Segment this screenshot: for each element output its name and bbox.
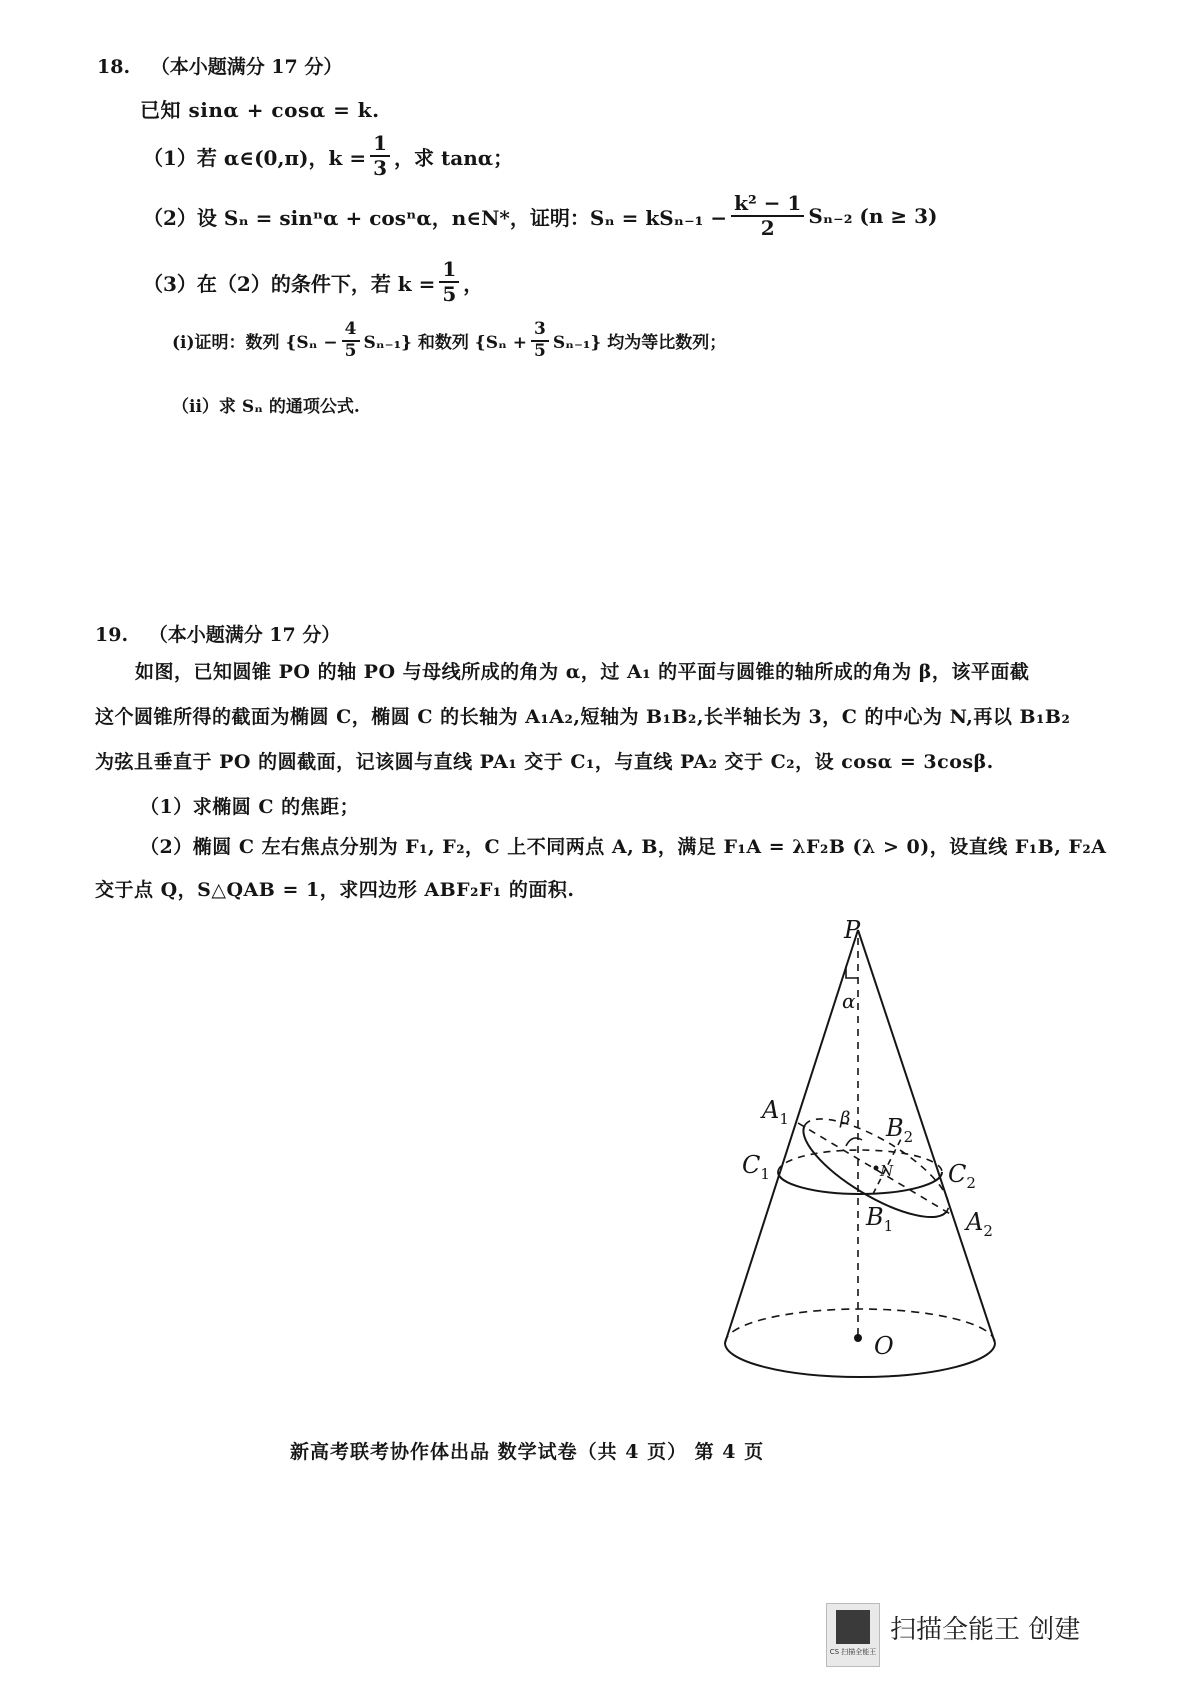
label-P: P	[844, 916, 861, 944]
label-C1	[742, 1151, 770, 1183]
q19-part2-line1: （2）椭圆 C 左右焦点分别为 F₁, F₂，C 上不同两点 A, B，满足 F₁A = λF₂B (λ > 0)，设直线 F₁B, F₂A	[140, 836, 1107, 858]
q18-header	[97, 52, 342, 79]
q19-part2-line2: 交于点 Q，S△QAB = 1，求四边形 ABF₂F₁ 的面积.	[95, 879, 575, 901]
q18-part2-prefix: （2）设 Sₙ = sinⁿα + cosⁿα，n∈N*，证明：Sₙ = kSₙ₋₁ −	[143, 205, 728, 230]
q19-line1: 如图，已知圆锥 PO 的轴 PO 与母线所成的角为 α，过 A₁ 的平面与圆锥的轴所成的角为 β，该平面截	[135, 661, 1030, 683]
q18-given: 已知 sinα + cosα = k.	[140, 98, 380, 122]
label-A2-sub: 2	[983, 1222, 993, 1240]
q18-part3-i	[172, 320, 726, 361]
q18-part3i-mid: Sₙ₋₁} 和数列 {Sₙ +	[363, 333, 527, 354]
label-alpha: α	[842, 989, 856, 1013]
q18-part3i-fraction-2	[531, 320, 549, 361]
q18-part3-fraction	[439, 258, 459, 306]
ellipse-back-arc	[805, 1101, 962, 1210]
q18-part3i-frac1-num: 4	[342, 320, 360, 342]
q18-part3-ii: （ii）求 Sₙ 的通项公式.	[172, 397, 360, 417]
q18-part3i-suffix: Sₙ₋₁} 均为等比数列；	[552, 333, 727, 354]
q18-part3i-prefix: (i)证明：数列 {Sₙ −	[172, 333, 338, 354]
label-B2-sub: 2	[903, 1128, 914, 1146]
label-C2	[948, 1160, 976, 1192]
q18-part3	[143, 258, 483, 306]
q18-part1-fraction	[370, 132, 390, 180]
q18-number: 18.	[97, 56, 131, 78]
q18-part1-prefix: （1）若 α∈(0,π)，k =	[143, 145, 367, 170]
label-N: N	[880, 1162, 894, 1180]
q18-part3-suffix: ，	[463, 271, 484, 296]
q18-part3i-frac2-num: 3	[531, 320, 549, 342]
label-B2	[885, 1114, 913, 1146]
q18-part2-fraction	[731, 192, 804, 240]
q18-part2-frac-den: 2	[760, 216, 775, 240]
label-C1-sub: 1	[760, 1165, 770, 1183]
q19-line3: 为弦且垂直于 PO 的圆截面，记该圆与直线 PA₁ 交于 C₁，与直线 PA₂ 交于 C₂，设 cosα = 3cosβ.	[95, 751, 994, 773]
beta-angle-mark	[846, 1138, 862, 1146]
point-N	[874, 1166, 879, 1171]
q18-part3-frac-den: 5	[442, 282, 457, 306]
qr-code-icon	[836, 1610, 870, 1644]
q18-part3i-fraction-1	[342, 320, 360, 361]
q18-part3-prefix: （3）在（2）的条件下，若 k =	[143, 271, 436, 296]
label-beta: β	[840, 1108, 851, 1129]
label-B1	[865, 1203, 893, 1235]
scanner-logo-text: CS 扫描全能王	[829, 1648, 877, 1656]
q19-number: 19.	[95, 624, 129, 646]
label-A2-main: A	[966, 1208, 984, 1236]
q18-part2	[143, 192, 938, 240]
q18-part2-suffix: Sₙ₋₂ (n ≥ 3)	[808, 204, 938, 228]
cone-figure	[700, 905, 1030, 1395]
label-A2	[964, 1208, 993, 1240]
label-B1-main: B	[866, 1203, 884, 1231]
scanner-watermark-text: 扫描全能王 创建	[890, 1615, 1081, 1645]
page-footer: 新高考联考协作体出品 数学试卷（共 4 页） 第 4 页	[290, 1441, 765, 1463]
label-B2-main: B	[886, 1114, 904, 1142]
q19-header	[95, 620, 340, 647]
alpha-angle-mark	[846, 966, 858, 978]
circle-back-arc	[778, 1150, 942, 1172]
label-O: O	[874, 1332, 894, 1360]
point-O	[854, 1334, 862, 1342]
q18-points: （本小题满分 17 分）	[150, 56, 343, 78]
cone-left-edge	[725, 930, 858, 1343]
q19-line2: 这个圆锥所得的截面为椭圆 C，椭圆 C 的长轴为 A₁A₂,短轴为 B₁B₂,长半轴长为 3，C 的中心为 N,再以 B₁B₂	[95, 706, 1071, 728]
label-C1-main: C	[742, 1151, 761, 1179]
scanner-logo	[826, 1603, 880, 1667]
q18-part1-frac-den: 3	[373, 156, 388, 180]
q18-part3i-frac1-den: 5	[344, 340, 357, 361]
q19-points: （本小题满分 17 分）	[148, 624, 341, 646]
q18-part3-frac-num: 1	[439, 258, 459, 283]
q18-part1-suffix: ，求 tanα；	[394, 145, 514, 170]
q19-part1: （1）求椭圆 C 的焦距；	[140, 796, 360, 818]
q18-part2-frac-num: k² − 1	[731, 192, 804, 217]
label-C2-main: C	[948, 1160, 967, 1188]
label-A1	[760, 1096, 789, 1128]
label-C2-sub: 2	[966, 1174, 976, 1192]
label-A1-sub: 1	[779, 1110, 789, 1128]
q18-part1-frac-num: 1	[370, 132, 390, 157]
label-A1-main: A	[762, 1096, 780, 1124]
q18-part1	[143, 132, 513, 180]
q18-part3i-frac2-den: 5	[534, 340, 546, 361]
base-front-arc	[725, 1343, 995, 1377]
label-B1-sub: 1	[883, 1217, 894, 1235]
